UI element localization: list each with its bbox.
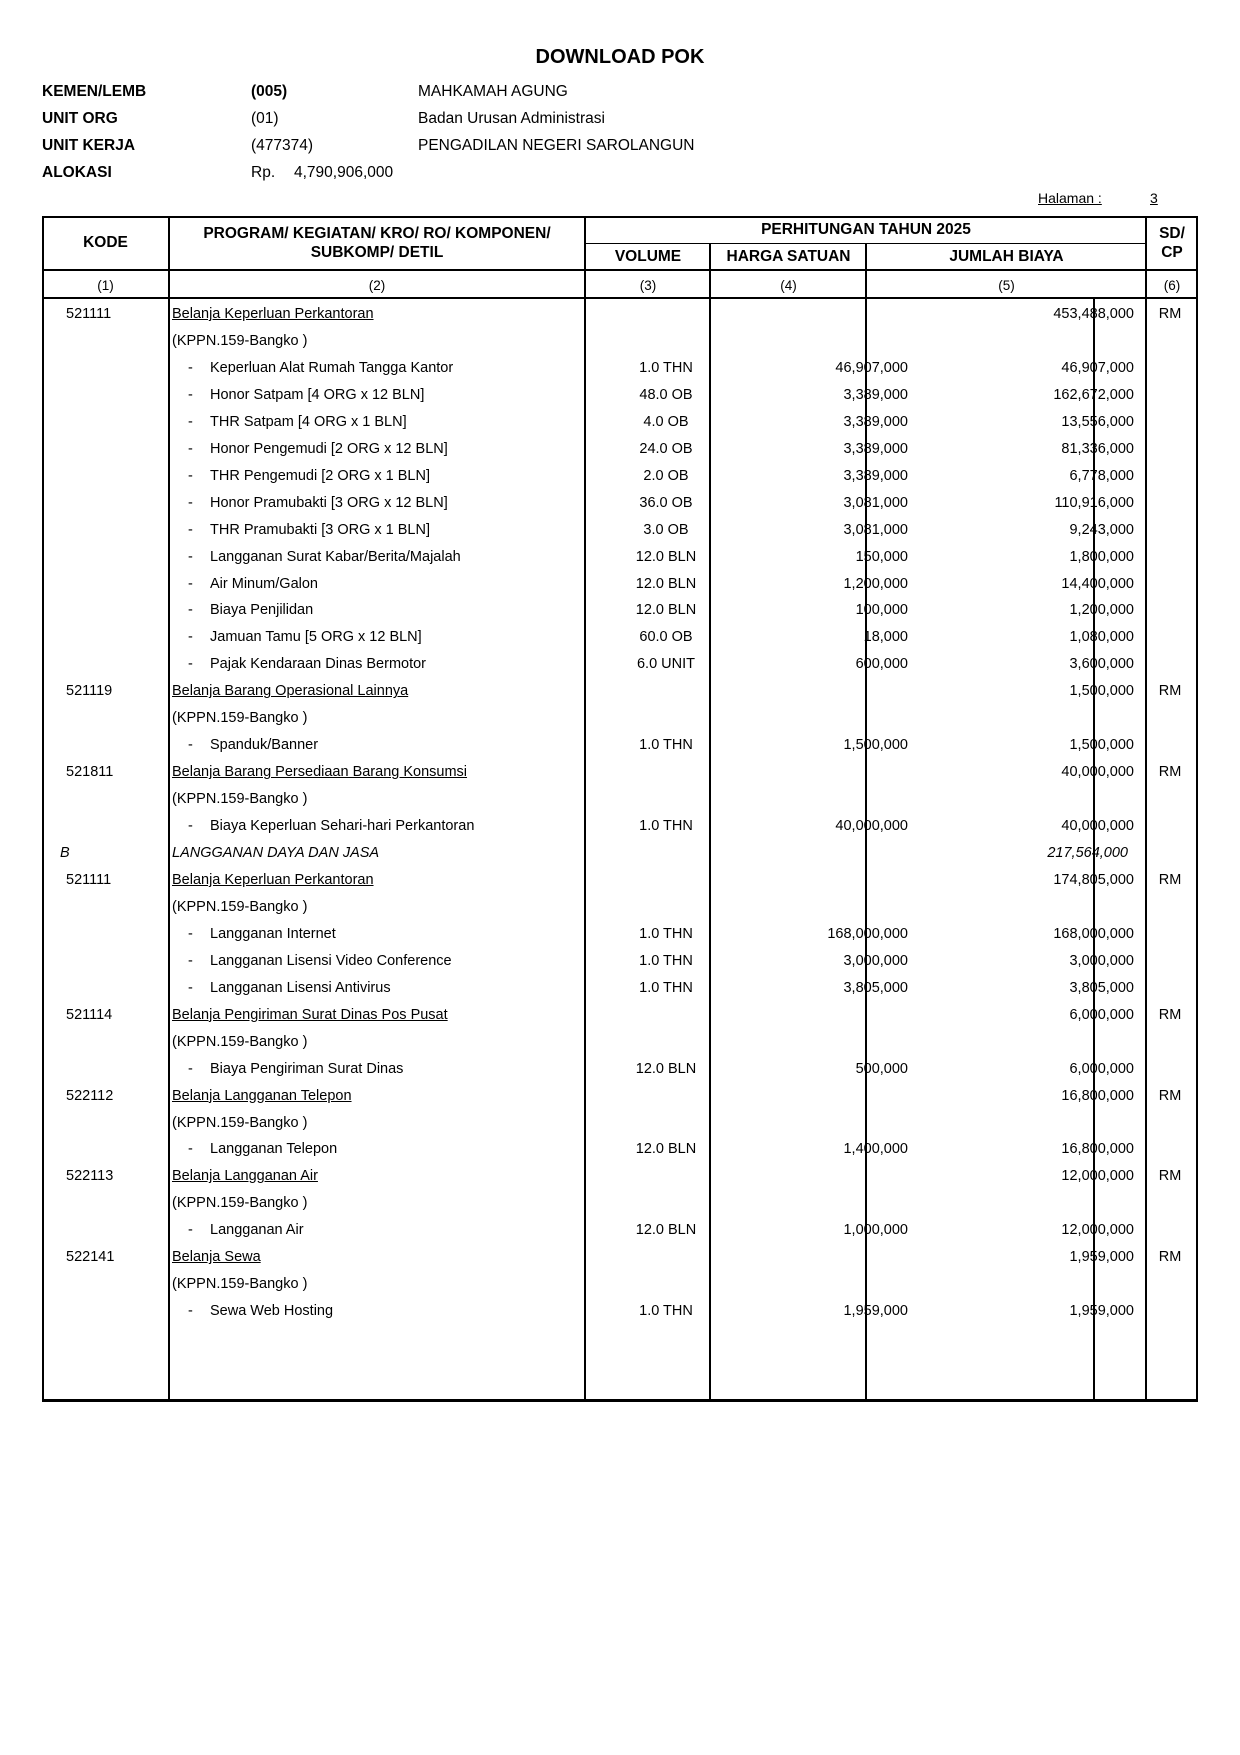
jumlah-biaya: 40,000,000 [1061, 818, 1134, 835]
item-dash: - [188, 1060, 193, 1077]
item-name: THR Satpam [4 ORG x 1 BLN] [210, 413, 407, 430]
jumlah-biaya: 6,000,000 [1069, 1006, 1134, 1023]
jumlah-biaya: 12,000,000 [1061, 1168, 1134, 1185]
header-jumlah-biaya: JUMLAH BIAYA [949, 248, 1064, 265]
volume: 1.0 THN [639, 359, 693, 376]
meta-kemen-code: (005) [251, 83, 288, 100]
column-number: (5) [998, 278, 1015, 293]
table-row-item [42, 517, 1198, 544]
account-name: Belanja Barang Persediaan Barang Konsumsi [172, 764, 468, 781]
jumlah-biaya: 16,800,000 [1061, 1087, 1134, 1104]
jumlah-biaya: 3,805,000 [1069, 979, 1134, 996]
jumlah-biaya: 1,959,000 [1069, 1303, 1134, 1320]
table-row-account [42, 759, 1198, 786]
volume: 12.0 BLN [635, 1141, 697, 1158]
item-name: Honor Pengemudi [2 ORG x 12 BLN] [210, 440, 448, 457]
item-name: Langganan Internet [210, 925, 336, 942]
jumlah-biaya: 1,959,000 [1069, 1249, 1134, 1266]
table-row-item [42, 1056, 1198, 1083]
harga-satuan: 1,959,000 [843, 1303, 908, 1320]
kppn-label: (KPPN.159-Bangko ) [172, 710, 308, 727]
jumlah-biaya: 453,488,000 [1053, 306, 1134, 322]
item-name: Biaya Keperluan Sehari-hari Perkantoran [210, 818, 475, 835]
volume: 1.0 THN [639, 925, 693, 942]
meta-alokasi-amount: 4,790,906,000 [294, 164, 394, 181]
table-row-item [42, 490, 1198, 517]
kppn-label: (KPPN.159-Bangko ) [172, 791, 308, 808]
meta-unit-kerja-name: PENGADILAN NEGERI SAROLANGUN [418, 137, 695, 154]
item-dash: - [188, 656, 193, 673]
harga-satuan: 600,000 [855, 656, 908, 673]
jumlah-biaya: 16,800,000 [1061, 1141, 1134, 1158]
volume: 1.0 THN [639, 737, 693, 754]
item-dash: - [188, 925, 193, 942]
jumlah-biaya: 46,907,000 [1061, 359, 1134, 376]
meta-unit-org-name: Badan Urusan Administrasi [418, 110, 605, 127]
harga-satuan: 1,200,000 [843, 575, 908, 592]
account-code: 521811 [66, 764, 114, 781]
table-row-section [42, 840, 1198, 867]
table-row-kppn [42, 1110, 1198, 1137]
item-dash: - [188, 952, 193, 969]
item-name: Honor Pramubakti [3 ORG x 12 BLN] [210, 494, 448, 511]
header-kode: KODE [83, 234, 128, 251]
account-code: 522113 [66, 1168, 114, 1185]
item-dash: - [188, 575, 193, 592]
table-row-item [42, 1217, 1198, 1244]
table-row-account [42, 1002, 1198, 1029]
table-row-item [42, 624, 1198, 651]
page-number [1038, 190, 1158, 206]
item-name: Langganan Lisensi Video Conference [210, 952, 452, 969]
harga-satuan: 3,389,000 [843, 467, 908, 484]
item-dash: - [188, 1222, 193, 1239]
jumlah-biaya: 1,200,000 [1069, 602, 1134, 619]
jumlah-biaya: 1,080,000 [1069, 629, 1134, 646]
volume: 48.0 OB [639, 386, 693, 403]
header-sd-line1: SD/ [1159, 225, 1185, 242]
item-name: Langganan Lisensi Antivirus [210, 979, 391, 996]
meta-alokasi-currency: Rp. [251, 164, 276, 181]
table-row-account [42, 867, 1198, 894]
column-number: (1) [97, 278, 114, 293]
table-row-item [42, 1298, 1198, 1325]
table-bottom-border [42, 1399, 1198, 1402]
header-program-line2: SUBKOMP/ DETIL [310, 244, 444, 261]
volume: 24.0 OB [639, 440, 693, 457]
jumlah-biaya: 6,000,000 [1069, 1060, 1134, 1077]
account-name: Belanja Pengiriman Surat Dinas Pos Pusat [172, 1006, 448, 1023]
item-dash: - [188, 467, 193, 484]
account-name: Belanja Sewa [172, 1249, 261, 1266]
harga-satuan: 168,000,000 [827, 925, 908, 942]
item-name: Langganan Surat Kabar/Berita/Majalah [210, 548, 461, 565]
harga-satuan: 500,000 [855, 1060, 908, 1077]
table-row-item [42, 975, 1198, 1002]
jumlah-biaya: 1,500,000 [1069, 683, 1134, 700]
item-name: THR Pramubakti [3 ORG x 1 BLN] [210, 521, 430, 538]
table-row-item [42, 571, 1198, 598]
jumlah-biaya: 3,000,000 [1069, 952, 1134, 969]
harga-satuan: 1,400,000 [843, 1141, 908, 1158]
jumlah-biaya: 1,500,000 [1069, 737, 1134, 754]
account-name: Belanja Keperluan Perkantoran [172, 871, 374, 888]
table-row-kppn [42, 1190, 1198, 1217]
item-name: Pajak Kendaraan Dinas Bermotor [210, 656, 427, 673]
account-code: 522112 [66, 1087, 114, 1104]
table-row-item [42, 1136, 1198, 1163]
volume: 1.0 THN [639, 1303, 693, 1320]
item-dash: - [188, 440, 193, 457]
item-dash: - [188, 386, 193, 403]
volume: 3.0 OB [643, 521, 689, 538]
table-row-item [42, 382, 1198, 409]
account-code: 522141 [66, 1249, 115, 1266]
table-row-kppn [42, 1271, 1198, 1298]
sd-cp: RM [1158, 871, 1182, 888]
table-row-item [42, 651, 1198, 678]
jumlah-biaya: 168,000,000 [1053, 925, 1134, 942]
table-row-account [42, 1163, 1198, 1190]
item-name: Langganan Air [210, 1222, 304, 1239]
jumlah-biaya: 6,778,000 [1069, 467, 1134, 484]
volume: 4.0 OB [643, 413, 689, 430]
table-row-kppn [42, 328, 1198, 355]
harga-satuan: 3,000,000 [843, 952, 908, 969]
sd-cp: RM [1158, 306, 1182, 322]
column-number: (4) [780, 278, 797, 293]
jumlah-biaya: 9,243,000 [1069, 521, 1134, 538]
jumlah-biaya: 14,400,000 [1061, 575, 1134, 592]
table-row-account [42, 1083, 1198, 1110]
item-dash: - [188, 629, 193, 646]
table-row-item [42, 409, 1198, 436]
account-name: Belanja Keperluan Perkantoran [172, 306, 374, 322]
harga-satuan: 1,500,000 [843, 737, 908, 754]
sd-cp: RM [1158, 683, 1182, 700]
item-dash: - [188, 737, 193, 754]
table-row-kppn [42, 786, 1198, 813]
header-sd-line2: CP [1161, 244, 1183, 261]
budget-table [42, 216, 1198, 1401]
header-harga-satuan: HARGA SATUAN [726, 248, 851, 265]
kppn-label: (KPPN.159-Bangko ) [172, 1276, 308, 1293]
page-number-label: Halaman : [1038, 190, 1102, 206]
section-total: 217,564,000 [1047, 845, 1128, 861]
jumlah-biaya: 162,672,000 [1053, 386, 1134, 403]
jumlah-biaya: 110,916,000 [1054, 494, 1134, 511]
item-dash: - [188, 359, 193, 376]
volume: 12.0 BLN [635, 548, 697, 565]
harga-satuan: 3,081,000 [843, 521, 908, 538]
kppn-label: (KPPN.159-Bangko ) [172, 332, 308, 349]
item-name: Langganan Telepon [210, 1141, 338, 1158]
volume: 12.0 BLN [635, 602, 697, 619]
jumlah-biaya: 3,600,000 [1069, 656, 1134, 673]
table-row-item [42, 436, 1198, 463]
meta-unit-kerja-code: (477374) [251, 137, 314, 154]
item-dash: - [188, 548, 193, 565]
table-row-kppn [42, 894, 1198, 921]
meta-unit-kerja-label: UNIT KERJA [42, 137, 136, 154]
jumlah-biaya: 81,336,000 [1061, 440, 1134, 457]
table-row-item [42, 732, 1198, 759]
header-program [170, 224, 584, 262]
item-dash: - [188, 979, 193, 996]
table-row-item [42, 355, 1198, 382]
account-name: Belanja Langganan Telepon [172, 1087, 352, 1104]
item-name: Biaya Pengiriman Surat Dinas [210, 1060, 404, 1077]
item-dash: - [188, 413, 193, 430]
column-number: (2) [368, 278, 386, 293]
harga-satuan: 100,000 [855, 602, 908, 619]
table-row-item [42, 544, 1198, 571]
meta-unit-org-code: (01) [251, 110, 279, 127]
harga-satuan: 18,000 [863, 629, 908, 646]
volume: 1.0 THN [639, 952, 693, 969]
table-row-account [42, 1244, 1198, 1271]
table-row-item [42, 463, 1198, 490]
header-program-line1: PROGRAM/ KEGIATAN/ KRO/ RO/ KOMPONEN/ [203, 225, 551, 242]
header-sd-cp [1147, 224, 1197, 262]
table-row-item [42, 948, 1198, 975]
volume: 12.0 BLN [635, 575, 697, 592]
harga-satuan: 3,081,000 [843, 494, 908, 511]
table-row-item [42, 597, 1198, 624]
kppn-label: (KPPN.159-Bangko ) [172, 1033, 308, 1050]
meta-kemen-name: MAHKAMAH AGUNG [418, 83, 568, 100]
item-name: Keperluan Alat Rumah Tangga Kantor [210, 359, 454, 376]
harga-satuan: 3,389,000 [843, 413, 908, 430]
item-name: Honor Satpam [4 ORG x 12 BLN] [210, 386, 425, 403]
account-code: 521114 [66, 1006, 113, 1023]
table-row-kppn [42, 1029, 1198, 1056]
volume: 12.0 BLN [635, 1060, 697, 1077]
item-dash: - [188, 818, 193, 835]
column-number: (3) [639, 278, 657, 293]
account-code: 521119 [66, 683, 113, 700]
harga-satuan: 3,389,000 [843, 440, 908, 457]
item-dash: - [188, 521, 193, 538]
sd-cp: RM [1158, 1006, 1182, 1023]
item-name: THR Pengemudi [2 ORG x 1 BLN] [210, 467, 430, 484]
item-name: Air Minum/Galon [210, 575, 318, 592]
item-dash: - [188, 1303, 193, 1320]
harga-satuan: 3,805,000 [843, 979, 908, 996]
sd-cp: RM [1158, 1087, 1182, 1104]
volume: 36.0 OB [639, 494, 693, 511]
table-row-account [42, 301, 1198, 328]
table-row-item [42, 813, 1198, 840]
sd-cp: RM [1158, 1249, 1182, 1266]
harga-satuan: 150,000 [855, 548, 908, 565]
item-name: Sewa Web Hosting [210, 1303, 334, 1320]
table-top-border [42, 216, 1198, 218]
meta-unit-org-label: UNIT ORG [42, 110, 118, 127]
item-name: Spanduk/Banner [210, 737, 319, 754]
account-code: 521111 [66, 871, 112, 888]
harga-satuan: 3,389,000 [843, 386, 908, 403]
kppn-label: (KPPN.159-Bangko ) [172, 1114, 308, 1131]
item-dash: - [188, 1141, 193, 1158]
account-code: 521111 [66, 306, 112, 322]
jumlah-biaya: 12,000,000 [1061, 1222, 1134, 1239]
volume: 6.0 UNIT [636, 656, 695, 673]
sd-cp: RM [1158, 764, 1182, 781]
header-perhitungan: PERHITUNGAN TAHUN 2025 [761, 221, 971, 238]
item-dash: - [188, 602, 193, 619]
harga-satuan: 1,000,000 [843, 1222, 908, 1239]
page-number-value: 3 [1150, 190, 1158, 206]
section-name: LANGGANAN DAYA DAN JASA [172, 845, 380, 861]
item-name: Biaya Penjilidan [210, 602, 314, 619]
meta-alokasi-label: ALOKASI [42, 164, 112, 181]
volume: 60.0 OB [639, 629, 693, 646]
harga-satuan: 46,907,000 [835, 359, 908, 376]
jumlah-biaya: 13,556,000 [1061, 413, 1134, 430]
volume: 1.0 THN [639, 818, 693, 835]
header-bottom-line [42, 269, 1198, 271]
document-title: DOWNLOAD POK [535, 46, 705, 68]
section-code: B [60, 845, 70, 861]
jumlah-biaya: 1,800,000 [1069, 548, 1134, 565]
volume: 1.0 THN [639, 979, 693, 996]
item-name: Jamuan Tamu [5 ORG x 12 BLN] [210, 629, 422, 646]
account-name: Belanja Barang Operasional Lainnya [172, 683, 409, 700]
kppn-label: (KPPN.159-Bangko ) [172, 1195, 308, 1212]
column-number: (6) [1163, 278, 1181, 293]
item-dash: - [188, 494, 193, 511]
volume: 12.0 BLN [635, 1222, 697, 1239]
header-volume: VOLUME [614, 248, 682, 265]
sd-cp: RM [1158, 1168, 1182, 1185]
volume: 2.0 OB [643, 467, 689, 484]
column-number-bottom-line [42, 297, 1198, 299]
jumlah-biaya: 174,805,000 [1053, 871, 1134, 888]
table-row-item [42, 921, 1198, 948]
table-row-account [42, 678, 1198, 705]
kppn-label: (KPPN.159-Bangko ) [172, 898, 308, 915]
harga-satuan: 40,000,000 [835, 818, 908, 835]
jumlah-biaya: 40,000,000 [1061, 764, 1134, 781]
meta-kemen-label: KEMEN/LEMB [42, 83, 147, 100]
account-name: Belanja Langganan Air [172, 1168, 318, 1185]
table-row-kppn [42, 705, 1198, 732]
